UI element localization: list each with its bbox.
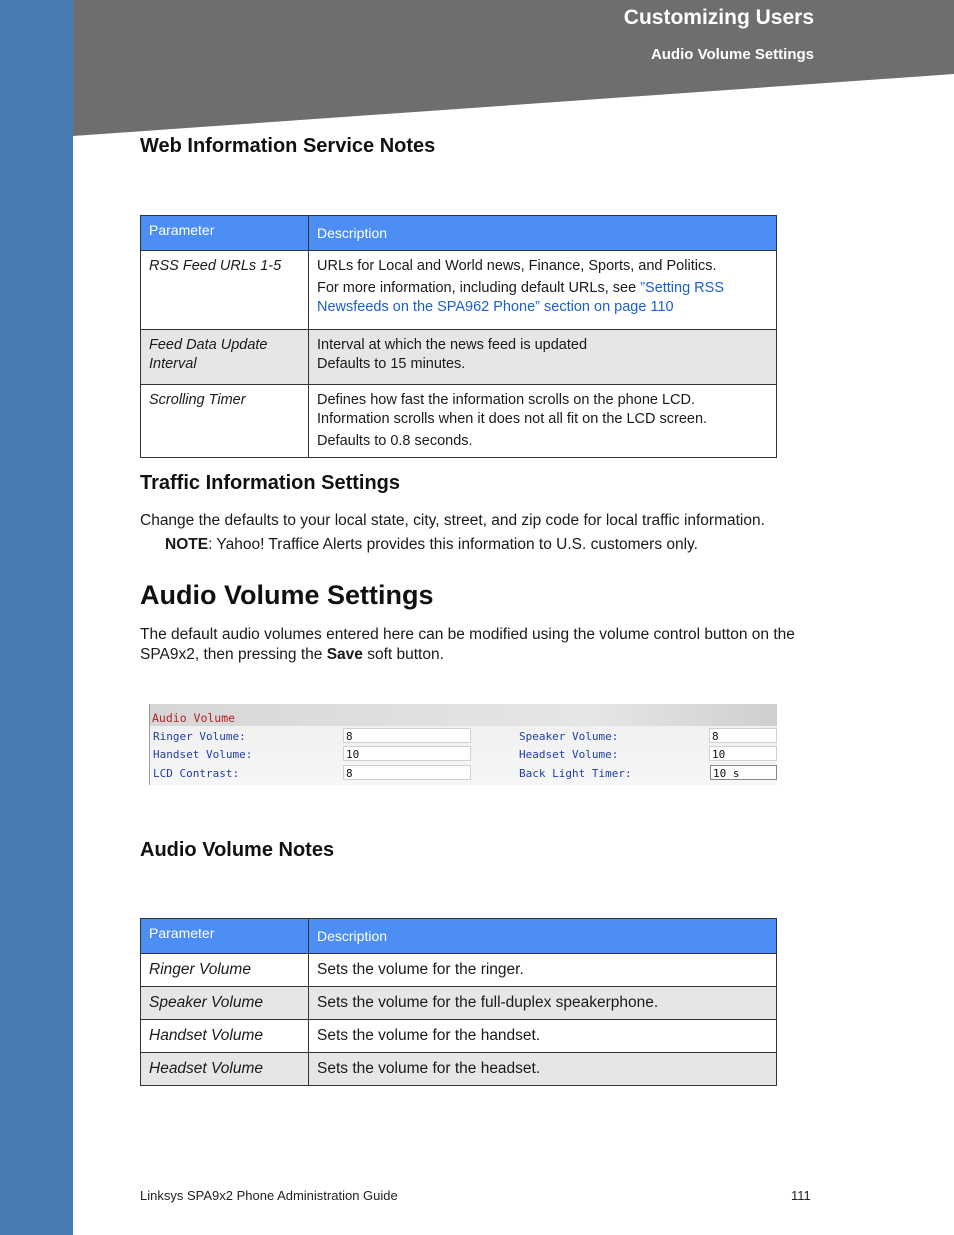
desc-cell: Sets the volume for the full-duplex speakerphone.	[309, 987, 777, 1020]
audio-notes-table	[140, 918, 777, 1086]
table-row	[141, 1053, 777, 1086]
note-text: : Yahoo! Traffice Alerts provides this information to U.S. customers only.	[208, 536, 698, 553]
table-header-row	[141, 919, 777, 954]
ringer-volume-label: Ringer Volume:	[153, 730, 246, 743]
note-label: NOTE	[165, 536, 209, 553]
table-row	[141, 330, 777, 385]
param-cell: RSS Feed URLs 1-5	[141, 251, 309, 330]
desc-line-with-link	[317, 279, 768, 317]
table-row	[141, 987, 777, 1020]
audio-body-text: The default audio volumes entered here can be modified using the volume control button on the SPA9x2, then pressing the	[140, 626, 795, 663]
param-cell: Headset Volume	[141, 1053, 309, 1086]
panel-title: Audio Volume	[152, 711, 236, 725]
left-sidebar-band	[0, 0, 73, 1235]
audio-heading: Audio Volume Settings	[140, 580, 434, 610]
desc-cell: Sets the volume for the ringer.	[309, 954, 777, 987]
param-cell: Feed Data Update Interval	[141, 330, 309, 385]
desc-text: For more information, including default URLs, see	[317, 280, 641, 296]
chapter-title: Customizing Users	[623, 6, 814, 29]
audio-notes-heading: Audio Volume Notes	[140, 839, 335, 861]
header-band	[73, 0, 954, 140]
desc-line: Defaults to 0.8 seconds.	[317, 433, 473, 449]
audio-body-text-end: soft button.	[362, 646, 444, 663]
col-header-parameter: Parameter	[141, 216, 309, 251]
web-info-table	[140, 215, 777, 458]
table-row	[141, 954, 777, 987]
speaker-volume-field[interactable]: 8	[709, 728, 777, 743]
ringer-volume-field[interactable]: 8	[343, 728, 471, 743]
param-cell: Ringer Volume	[141, 954, 309, 987]
param-cell: Speaker Volume	[141, 987, 309, 1020]
desc-line: URLs for Local and World news, Finance, Sports, and Politics.	[317, 258, 717, 274]
desc-line: Defines how fast the information scrolls on the phone LCD. Information scrolls when it does not all fit on the LCD screen.	[317, 392, 708, 427]
col-header-description: Description	[309, 216, 777, 251]
cross-reference-link[interactable]: ”Setting RSS Newsfeeds on the SPA962 Phone” section on page 110	[317, 280, 725, 315]
desc-line: Defaults to 15 minutes.	[317, 356, 466, 372]
section-title: Audio Volume Settings	[650, 46, 814, 63]
headset-volume-label: Headset Volume:	[519, 748, 619, 761]
handset-volume-label: Handset Volume:	[153, 748, 253, 761]
back-light-timer-field[interactable]: 10 s	[710, 765, 777, 780]
web-info-heading: Web Information Service Notes	[140, 135, 436, 157]
col-header-description: Description	[309, 919, 777, 954]
lcd-contrast-field[interactable]: 8	[343, 765, 471, 780]
speaker-volume-label: Speaker Volume:	[519, 730, 619, 743]
back-light-timer-label: Back Light Timer:	[519, 767, 632, 780]
table-row	[141, 385, 777, 458]
lcd-contrast-label: LCD Contrast:	[153, 767, 240, 780]
desc-cell: Sets the volume for the headset.	[309, 1053, 777, 1086]
desc-cell: Sets the volume for the handset.	[309, 1020, 777, 1053]
table-row	[141, 1020, 777, 1053]
traffic-body: Change the defaults to your local state, city, street, and zip code for local traffic information.	[140, 512, 765, 529]
traffic-note	[165, 535, 825, 555]
traffic-heading: Traffic Information Settings	[140, 472, 401, 494]
save-emphasis: Save	[326, 646, 363, 663]
param-cell: Handset Volume	[141, 1020, 309, 1053]
audio-volume-screenshot	[149, 704, 777, 785]
param-cell: Scrolling Timer	[141, 385, 309, 458]
desc-cell	[309, 330, 777, 385]
page-number: 111	[791, 1188, 811, 1203]
handset-volume-field[interactable]: 10	[343, 746, 471, 761]
col-header-parameter: Parameter	[141, 919, 309, 954]
table-header-row	[141, 216, 777, 251]
headset-volume-field[interactable]: 10	[709, 746, 777, 761]
desc-cell	[309, 251, 777, 330]
footer-guide-title: Linksys SPA9x2 Phone Administration Guide	[140, 1188, 398, 1203]
desc-line: Interval at which the news feed is updated	[317, 337, 588, 353]
audio-body	[140, 625, 820, 665]
panel-header	[150, 704, 777, 726]
table-row	[141, 251, 777, 330]
desc-cell	[309, 385, 777, 458]
